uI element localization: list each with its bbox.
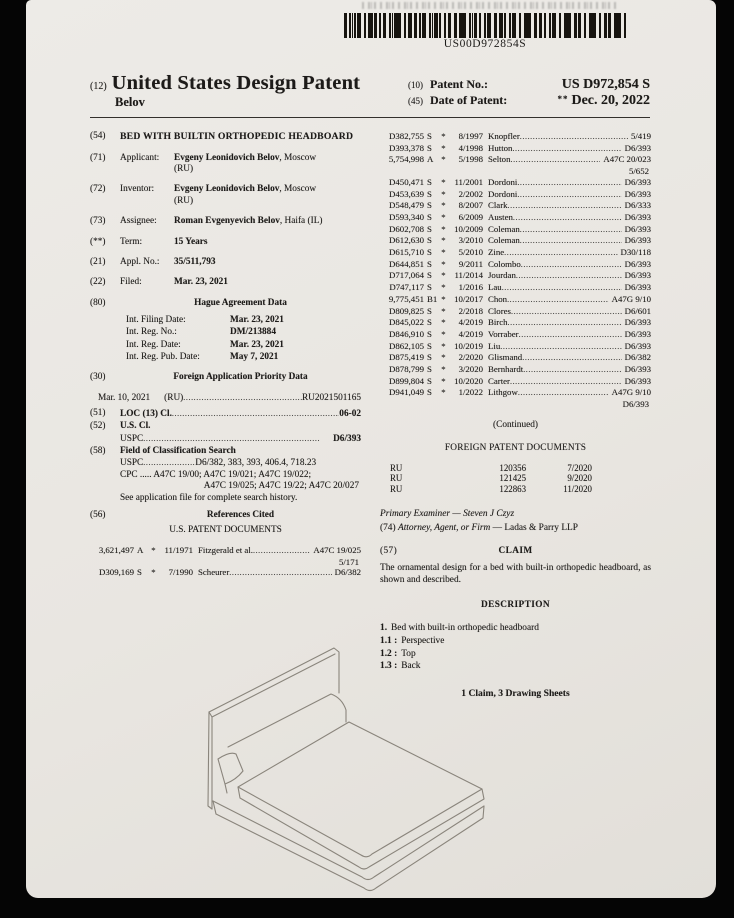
foreign-patent-documents-heading: FOREIGN PATENT DOCUMENTS: [444, 443, 587, 454]
header-rule: [90, 117, 650, 118]
description-heading: DESCRIPTION: [481, 600, 550, 611]
header: [90, 72, 650, 110]
patent-page: [26, 0, 716, 898]
page-title: United States Design Patent: [111, 72, 361, 94]
page-content: [90, 72, 650, 699]
patent-ref-row: D644,851 S * 9/2011 Colombo ..... D6/393: [380, 259, 651, 271]
cpc-line1: CPC ..... A47C 19/00; A47C 19/021; A47C 19/022;: [120, 469, 312, 480]
us-patent-documents-heading-left: U.S. PATENT DOCUMENTS: [169, 525, 282, 536]
patent-ref-row: D309,169 S * 7/1990 Scheurer ..... D6/382: [90, 567, 361, 579]
field-72-inventor: (72) Inventor: Evgeny Leonidovich Belov, Moscow (RU): [90, 184, 317, 206]
filed-date: Mar. 23, 2021: [174, 277, 228, 288]
patent-ref-row: D941,049 S * 1/2022 Lithgow ..... A47G 9/10 D6/393: [380, 387, 651, 409]
inventor-surname: Belov: [115, 95, 145, 109]
description-line: 1.3 : Back: [380, 661, 421, 672]
patent-number: US D972,854 S: [561, 77, 650, 92]
patent-ref-row: 9,775,451 B1 * 10/2017 Chon ..... A47G 9/10: [380, 294, 651, 306]
description-line: 1.2 : Top: [380, 648, 416, 659]
field-71-applicant: (71) Applicant: Evgeny Leonidovich Belov, Moscow (RU): [90, 152, 317, 174]
kind-code-tag: (12): [90, 81, 107, 92]
attorney-firm: — Ladas & Parry LLP: [492, 522, 578, 533]
patent-ref-row: D602,708 S * 10/2009 Coleman ..... D6/393: [380, 224, 651, 236]
hague-heading: Hague Agreement Data: [194, 297, 287, 308]
patent-ref-row: D846,910 S * 4/2019 Vorraber ..... D6/393: [380, 329, 651, 341]
right-column: [380, 131, 651, 699]
continued-note: (Continued): [493, 419, 538, 430]
priority-number: RU2021501165: [301, 393, 361, 404]
examiner-name: — Steven J Czyz: [452, 509, 515, 520]
foreign-ref-row: RU 121425 9/2020: [390, 473, 592, 484]
inventor-name: Evgeny Leonidovich Belov: [174, 184, 280, 195]
patent-ref-row: D899,804 S * 10/2020 Carter ..... D6/393: [380, 376, 651, 388]
field-52-us-cl: (52) U.S. Cl. USPC ..... D6/393: [90, 421, 361, 445]
field-21-appl-no: (21) Appl. No.: 35/511,793: [90, 256, 216, 267]
foreign-ref-row: RU 120356 7/2020: [390, 462, 592, 473]
patent-ref-row: D615,710 S * 5/2010 Zine ..... D30/118: [380, 247, 651, 259]
claim-heading: (57) CLAIM: [380, 546, 533, 557]
references-heading: References Cited: [206, 510, 275, 521]
mattress-top: [238, 722, 482, 857]
field-58-search: (58) Field of Classification Search USPC ..... D6/382, 383, 393, 406.4, 718.23 CPC ..... A47C 19/00; A47C 19/021; A47C 19/022; A47C 19/025; A47C 19/22; A47C 20/027 See application file for complete search history.: [90, 446, 361, 504]
field-51-loc: (51) LOC (13) Cl. ..... 06-02: [90, 408, 361, 420]
headboard-outline: [209, 648, 339, 712]
description-line: 1. Bed with built-in orthopedic headboard: [380, 623, 539, 634]
field-22-filed: (22) Filed: Mar. 23, 2021: [90, 277, 228, 288]
patent-ref-row: D809,825 S * 2/2018 Clores ..... D6/601: [380, 306, 651, 318]
barcode-ghost-strip: [362, 2, 620, 9]
applicant-name: Evgeny Leonidovich Belov: [174, 152, 280, 163]
application-number: 35/511,793: [174, 256, 216, 267]
hague-row: Int. Reg. Pub. Date: May 7, 2021: [126, 351, 279, 362]
date-asterisks: **: [557, 94, 569, 104]
cpc-line2: A47C 19/025; A47C 19/22; A47C 20/027: [203, 481, 359, 492]
foreign-refs: [380, 463, 651, 495]
claim-text: The ornamental design for a bed with built-in orthopedic headboard, as shown and described.: [380, 563, 651, 586]
hague-row: Int. Reg. Date: Mar. 23, 2021: [126, 339, 284, 350]
patent-ref-row: D393,378 S * 4/1998 Hutton ..... D6/393: [380, 143, 651, 155]
search-history-note: See application file for complete search history.: [120, 492, 298, 503]
foreign-ref-row: RU 122863 11/2020: [390, 484, 592, 495]
patent-no-label: Patent No.:: [430, 77, 488, 91]
field-30-priority: (30) Foreign Application Priority Data: [90, 372, 361, 383]
hague-row: Int. Reg. No.: DM/213884: [126, 327, 276, 338]
patent-ref-row: D548,479 S * 8/2007 Clark ..... D6/333: [380, 200, 651, 212]
barcode: [344, 13, 626, 38]
date-label: Date of Patent:: [430, 93, 508, 107]
attorney-line: (74) Attorney, Agent, or Firm — Ladas & Parry LLP: [380, 522, 578, 533]
description-line: 1.1 : Perspective: [380, 636, 445, 647]
base-bottom-edge: [216, 814, 483, 891]
us-refs-right: [380, 131, 651, 410]
uspc-class: D6/393: [333, 433, 361, 444]
invention-title: BED WITH BUILTIN ORTHOPEDIC HEADBOARD: [120, 131, 354, 142]
us-refs-left: [90, 545, 361, 579]
patent-ref-row: 5,754,998 A * 5/1998 Selton ..... A47C 20/023 5/652: [380, 154, 651, 176]
header-left: [90, 72, 408, 110]
assignee-name: Roman Evgenyevich Belov: [174, 216, 280, 227]
field-56-references: (56) References Cited: [90, 510, 361, 521]
patent-ref-row: D747,117 S * 1/2016 Lau ..... D6/393: [380, 282, 651, 294]
hague-row: Int. Filing Date: Mar. 23, 2021: [126, 315, 284, 326]
field-term: (**) Term: 15 Years: [90, 236, 208, 247]
date-tag: (45): [408, 96, 423, 106]
patent-ref-row: D845,022 S * 4/2019 Birch ..... D6/393: [380, 317, 651, 329]
patent-no-tag: (10): [408, 80, 423, 90]
hague-rows: [120, 314, 361, 363]
term-value: 15 Years: [174, 236, 208, 247]
bed-drawing: [180, 646, 560, 896]
pillow: [218, 753, 243, 784]
left-column: [90, 131, 361, 699]
patent-ref-row: D875,419 S * 2/2020 Glismand ..... D6/382: [380, 352, 651, 364]
patent-ref-row: D450,471 S * 11/2001 Dordoni ..... D6/393: [380, 177, 651, 189]
claims-sheets-note: 1 Claim, 3 Drawing Sheets: [461, 687, 570, 699]
loc-class: 06-02: [339, 408, 361, 419]
patent-ref-row: D593,340 S * 6/2009 Austen ..... D6/393: [380, 212, 651, 224]
patent-ref-row: D862,105 S * 10/2019 Liu ..... D6/393: [380, 341, 651, 353]
patent-ref-row: D612,630 S * 3/2010 Coleman ..... D6/393: [380, 235, 651, 247]
examiner-line: Primary Examiner — Steven J Czyz: [380, 509, 515, 520]
header-right: [408, 72, 650, 109]
field-54-title: (54) BED WITH BUILTIN ORTHOPEDIC HEADBOARD: [90, 131, 361, 144]
patent-ref-row: 3,621,497 A * 11/1971 Fitzgerald et al. ..... A47C 19/025 5/171: [90, 545, 361, 567]
patent-ref-row: D382,755 S * 8/1997 Knopfler ..... 5/419: [380, 131, 651, 143]
patent-ref-row: D453,639 S * 2/2002 Dordoni ..... D6/393: [380, 189, 651, 201]
patent-ref-row: D878,799 S * 3/2020 Bernhardt ..... D6/393: [380, 364, 651, 376]
priority-heading: Foreign Application Priority Data: [173, 371, 308, 382]
field-80-hague: (80) Hague Agreement Data Int. Filing Date: Mar. 23, 2021 Int. Reg. No.: DM/213884 Int. Reg. Date: Mar. 23, 2021 Int. Reg. Pub. Date: May 7, 2021: [90, 298, 361, 363]
priority-row: Mar. 10, 2021 (RU) ..... RU2021501165: [98, 392, 361, 404]
backrest-panel: [228, 694, 346, 747]
mattress-side: [238, 787, 484, 869]
patent-date: ** Dec. 20, 2022: [557, 93, 650, 108]
field-73-assignee: (73) Assignee: Roman Evgenyevich Belov, Haifa (IL): [90, 216, 323, 227]
base-top-edge: [213, 801, 484, 880]
patent-ref-row: D717,064 S * 11/2014 Jourdan ..... D6/393: [380, 270, 651, 282]
uspc-search-classes: D6/382, 383, 393, 406.4, 718.23: [195, 458, 317, 469]
barcode-number: US00D972854S: [443, 38, 527, 50]
